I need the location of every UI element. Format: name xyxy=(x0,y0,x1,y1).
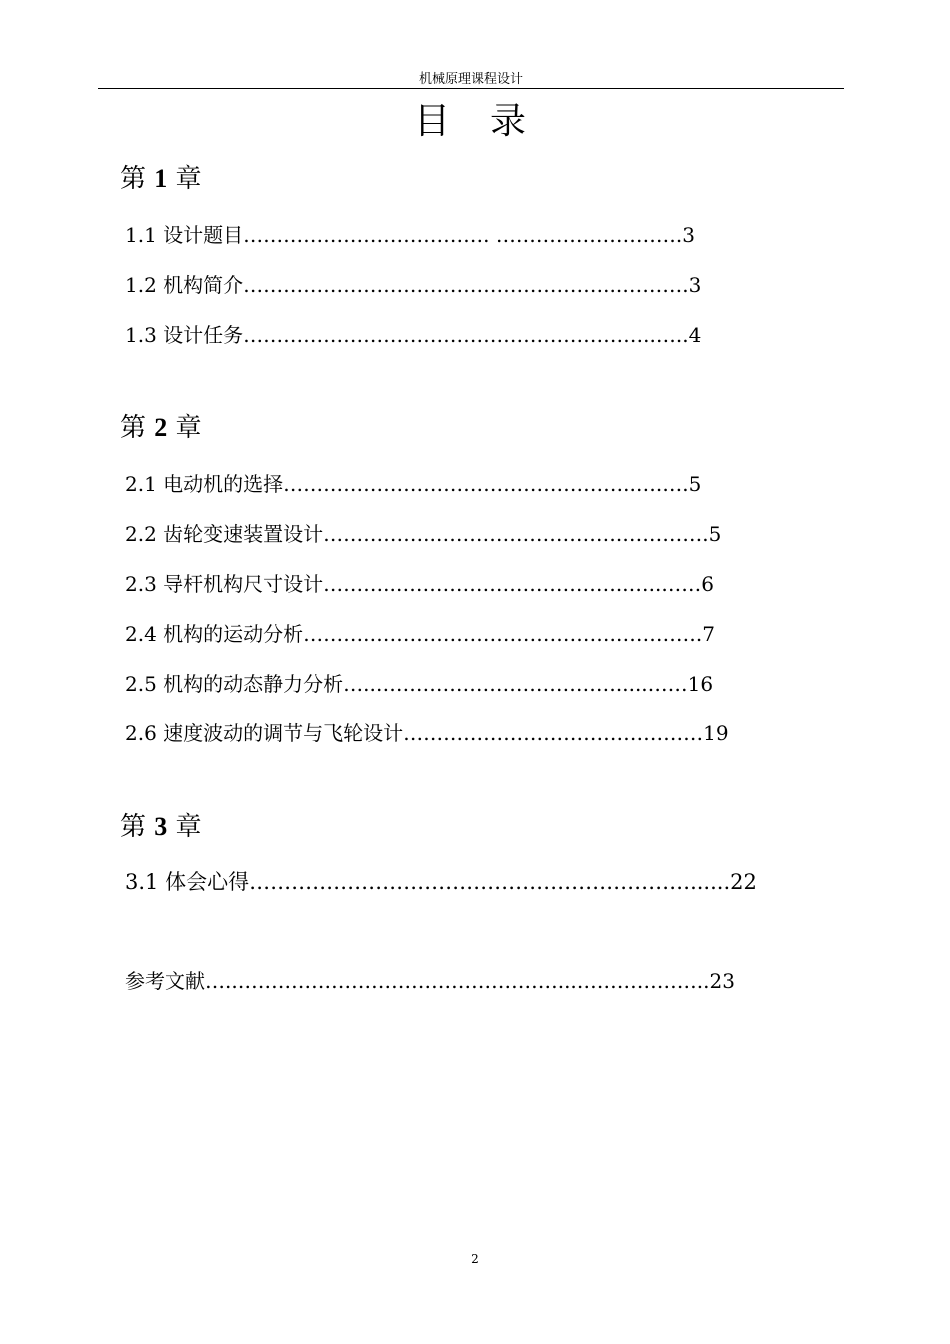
chapter-prefix: 第 xyxy=(120,164,147,194)
chapter-suffix: 章 xyxy=(175,413,202,443)
chapter-1-heading xyxy=(120,164,202,194)
toc-entry-2-1[interactable]: 2.1 电动机的选择……………………………………………..….….5 xyxy=(125,472,702,496)
chapter-prefix: 第 xyxy=(120,413,147,443)
chapter-prefix: 第 xyxy=(120,812,147,842)
chapter-number: 1 xyxy=(154,164,168,193)
toc-entry-2-4[interactable]: 2.4 机构的运动分析……….……………………………….………….7 xyxy=(125,622,715,646)
toc-entry-1-2[interactable]: 1.2 机构简介………………………………………………...……….3 xyxy=(125,273,702,297)
toc-entry-2-2[interactable]: 2.2 齿轮变速装置设计……………..……………………….………….5 xyxy=(125,522,722,546)
chapter-suffix: 章 xyxy=(175,164,202,194)
toc-entry-references[interactable]: 参考文献…..…………………………………………...………………..23 xyxy=(125,969,735,993)
chapter-2-heading xyxy=(120,413,202,443)
toc-entry-1-1[interactable]: 1.1 设计题目………………………………. ……………………….3 xyxy=(125,223,695,247)
toc-entry-1-3[interactable]: 1.3 设计任务……………………………………………………..…..4 xyxy=(125,323,702,347)
chapter-3-heading xyxy=(120,812,202,842)
chapter-suffix: 章 xyxy=(175,812,202,842)
running-header: 机械原理课程设计 xyxy=(418,72,523,87)
toc-entry-2-5[interactable]: 2.5 机构的动态静力分析…..……………………………….....……16 xyxy=(125,672,714,696)
chapter-number: 3 xyxy=(154,812,168,841)
toc-entry-2-3[interactable]: 2.3 导杆机构尺寸设计………..……………………………..…..……6 xyxy=(125,572,715,596)
toc-entry-3-1[interactable]: 3.1 体会心得………………………………………………………......22 xyxy=(125,870,757,894)
toc-title: 目录 xyxy=(413,101,566,142)
toc-entry-2-6[interactable]: 2.6 速度波动的调节与飞轮设计………………………………………19 xyxy=(125,721,729,745)
header-rule xyxy=(98,88,844,89)
page-number: 2 xyxy=(471,1252,479,1266)
chapter-number: 2 xyxy=(154,413,168,442)
